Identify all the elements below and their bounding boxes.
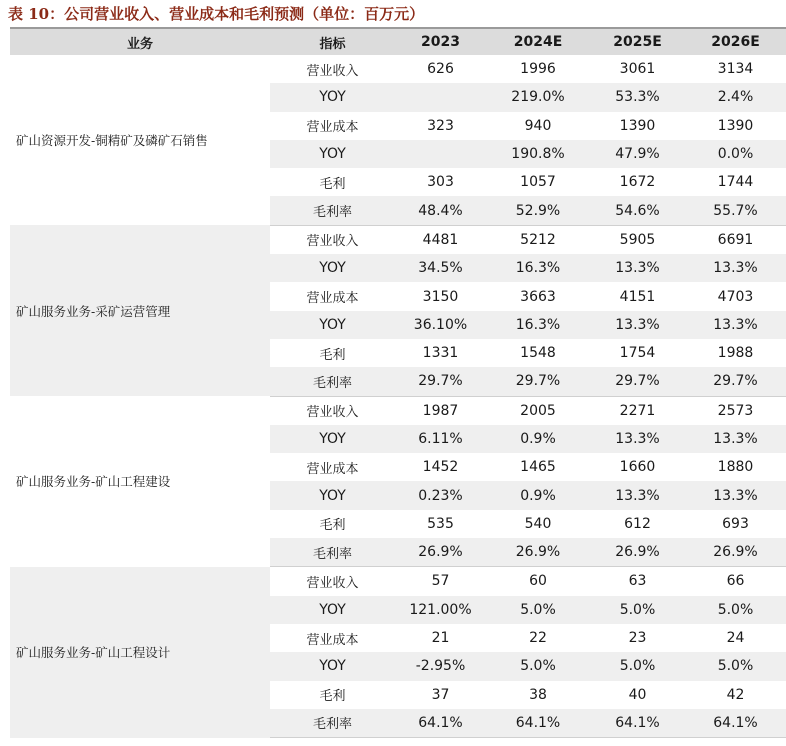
value-cell: 3663 <box>520 288 556 305</box>
value-cell: 6.11% <box>395 425 486 453</box>
header-metric: 指标 <box>270 29 395 55</box>
value-cell: 1996 <box>520 61 556 78</box>
table-row <box>10 396 786 425</box>
value-cell: 23 <box>628 630 647 647</box>
header-year: 2023 <box>395 29 486 55</box>
value-cell: 57 <box>431 573 450 590</box>
value-cell: -2.95% <box>395 652 486 680</box>
value-cell: 38 <box>529 686 547 703</box>
metric-cell: 毛利 <box>319 689 346 705</box>
value-cell: 13.3% <box>590 481 685 509</box>
value-cell: 47.9% <box>590 140 685 168</box>
business-segment-cell: 矿山资源开发-铜精矿及磷矿石销售 <box>10 55 270 225</box>
value-cell: 36.10% <box>395 311 486 339</box>
value-cell: 1672 <box>619 174 656 191</box>
value-cell: 693 <box>722 515 749 532</box>
value-cell: 22 <box>529 630 547 647</box>
table-row <box>10 567 786 596</box>
metric-cell: 毛利率 <box>270 196 395 225</box>
value-cell: 13.3% <box>590 311 685 339</box>
value-cell: 1880 <box>717 459 754 476</box>
table-body <box>10 55 786 738</box>
value-cell: 16.3% <box>486 254 590 282</box>
value-cell: 64.1% <box>590 709 685 738</box>
value-cell: 29.7% <box>685 367 786 396</box>
value-cell: 1548 <box>520 345 556 362</box>
value-cell <box>395 140 486 168</box>
metric-cell: YOY <box>270 481 395 509</box>
metric-cell: 毛利率 <box>270 538 395 567</box>
value-cell: 37 <box>431 686 450 703</box>
value-cell: 303 <box>427 174 454 191</box>
value-cell: 64.1% <box>486 709 590 738</box>
value-cell: 53.3% <box>590 83 685 111</box>
value-cell: 48.4% <box>395 196 486 225</box>
value-cell: 1744 <box>717 174 754 191</box>
value-cell: 60 <box>529 573 547 590</box>
header-year: 2025E <box>590 29 685 55</box>
value-cell: 940 <box>524 117 552 134</box>
value-cell: 13.3% <box>590 425 685 453</box>
value-cell: 3134 <box>717 61 754 78</box>
value-cell: 540 <box>524 515 552 532</box>
header-row <box>10 29 786 55</box>
value-cell: 55.7% <box>685 196 786 225</box>
value-cell: 1390 <box>717 117 754 134</box>
header-year: 2024E <box>486 29 590 55</box>
value-cell: 13.3% <box>685 425 786 453</box>
value-cell: 40 <box>628 686 647 703</box>
value-cell: 66 <box>726 573 745 590</box>
value-cell: 29.7% <box>395 367 486 396</box>
value-cell: 0.23% <box>395 481 486 509</box>
value-cell: 26.9% <box>685 538 786 567</box>
metric-cell: YOY <box>270 254 395 282</box>
value-cell: 5905 <box>619 231 656 248</box>
value-cell: 63 <box>628 573 647 590</box>
value-cell: 16.3% <box>486 311 590 339</box>
business-segment-cell: 矿山服务业务-矿山工程建设 <box>10 396 270 567</box>
value-cell: 64.1% <box>395 709 486 738</box>
value-cell: 190.8% <box>486 140 590 168</box>
value-cell: 1057 <box>520 174 556 191</box>
value-cell: 29.7% <box>486 367 590 396</box>
value-cell: 5.0% <box>685 652 786 680</box>
table-row <box>10 55 786 83</box>
header-business: 业务 <box>10 29 270 55</box>
value-cell: 1754 <box>619 345 656 362</box>
metric-cell: YOY <box>270 83 395 111</box>
value-cell: 121.00% <box>395 596 486 624</box>
metric-cell: 营业收入 <box>306 63 359 79</box>
value-cell: 535 <box>427 515 454 532</box>
metric-cell: YOY <box>270 596 395 624</box>
metric-cell: 营业收入 <box>306 405 359 421</box>
value-cell: 219.0% <box>486 83 590 111</box>
metric-cell: YOY <box>270 140 395 168</box>
value-cell: 1452 <box>422 459 459 476</box>
value-cell: 2005 <box>520 402 556 419</box>
value-cell: 2271 <box>619 402 656 419</box>
value-cell: 3150 <box>422 288 459 305</box>
metric-cell: YOY <box>270 652 395 680</box>
metric-cell: 毛利 <box>319 518 346 534</box>
value-cell: 5.0% <box>486 596 590 624</box>
value-cell: 26.9% <box>395 538 486 567</box>
value-cell: 612 <box>624 515 651 532</box>
value-cell: 1390 <box>619 117 656 134</box>
header-year: 2026E <box>685 29 786 55</box>
value-cell: 2573 <box>717 402 754 419</box>
value-cell: 13.3% <box>590 254 685 282</box>
value-cell: 0.9% <box>486 425 590 453</box>
table-row <box>10 225 786 254</box>
value-cell: 4481 <box>422 231 459 248</box>
table-title: 表 10：公司营业收入、营业成本和毛利预测（单位：百万元） <box>8 5 425 23</box>
metric-cell: YOY <box>270 311 395 339</box>
value-cell: 1331 <box>422 345 459 362</box>
value-cell: 1987 <box>422 402 459 419</box>
value-cell: 626 <box>427 61 454 78</box>
metric-cell: 营业成本 <box>306 632 359 648</box>
metric-cell: 营业成本 <box>306 120 359 136</box>
value-cell: 4703 <box>717 288 754 305</box>
value-cell: 21 <box>431 630 450 647</box>
value-cell: 34.5% <box>395 254 486 282</box>
value-cell: 3061 <box>619 61 656 78</box>
metric-cell: 毛利 <box>319 176 346 192</box>
value-cell: 42 <box>726 686 745 703</box>
value-cell: 1660 <box>619 459 656 476</box>
value-cell: 5.0% <box>590 652 685 680</box>
value-cell: 5.0% <box>685 596 786 624</box>
value-cell: 29.7% <box>590 367 685 396</box>
value-cell: 6691 <box>717 231 754 248</box>
value-cell: 13.3% <box>685 254 786 282</box>
value-cell: 4151 <box>619 288 656 305</box>
value-cell: 54.6% <box>590 196 685 225</box>
value-cell: 64.1% <box>685 709 786 738</box>
value-cell <box>395 83 486 111</box>
value-cell: 0.0% <box>685 140 786 168</box>
value-cell: 323 <box>427 117 454 134</box>
metric-cell: 营业收入 <box>306 234 359 250</box>
value-cell: 5.0% <box>486 652 590 680</box>
value-cell: 2.4% <box>685 83 786 111</box>
metric-cell: 毛利 <box>319 347 346 363</box>
value-cell: 5.0% <box>590 596 685 624</box>
metric-cell: 营业收入 <box>306 575 359 591</box>
value-cell: 13.3% <box>685 481 786 509</box>
value-cell: 1988 <box>717 345 754 362</box>
forecast-table <box>10 29 786 738</box>
value-cell: 26.9% <box>590 538 685 567</box>
metric-cell: 毛利率 <box>270 709 395 738</box>
value-cell: 1465 <box>520 459 556 476</box>
metric-cell: 毛利率 <box>270 367 395 396</box>
value-cell: 13.3% <box>685 311 786 339</box>
value-cell: 26.9% <box>486 538 590 567</box>
value-cell: 0.9% <box>486 481 590 509</box>
metric-cell: 营业成本 <box>306 461 359 477</box>
value-cell: 5212 <box>520 231 556 248</box>
value-cell: 52.9% <box>486 196 590 225</box>
metric-cell: 营业成本 <box>306 291 359 307</box>
metric-cell: YOY <box>270 425 395 453</box>
business-segment-cell: 矿山服务业务-采矿运营管理 <box>10 225 270 396</box>
business-segment-cell: 矿山服务业务-矿山工程设计 <box>10 567 270 738</box>
value-cell: 24 <box>726 630 745 647</box>
